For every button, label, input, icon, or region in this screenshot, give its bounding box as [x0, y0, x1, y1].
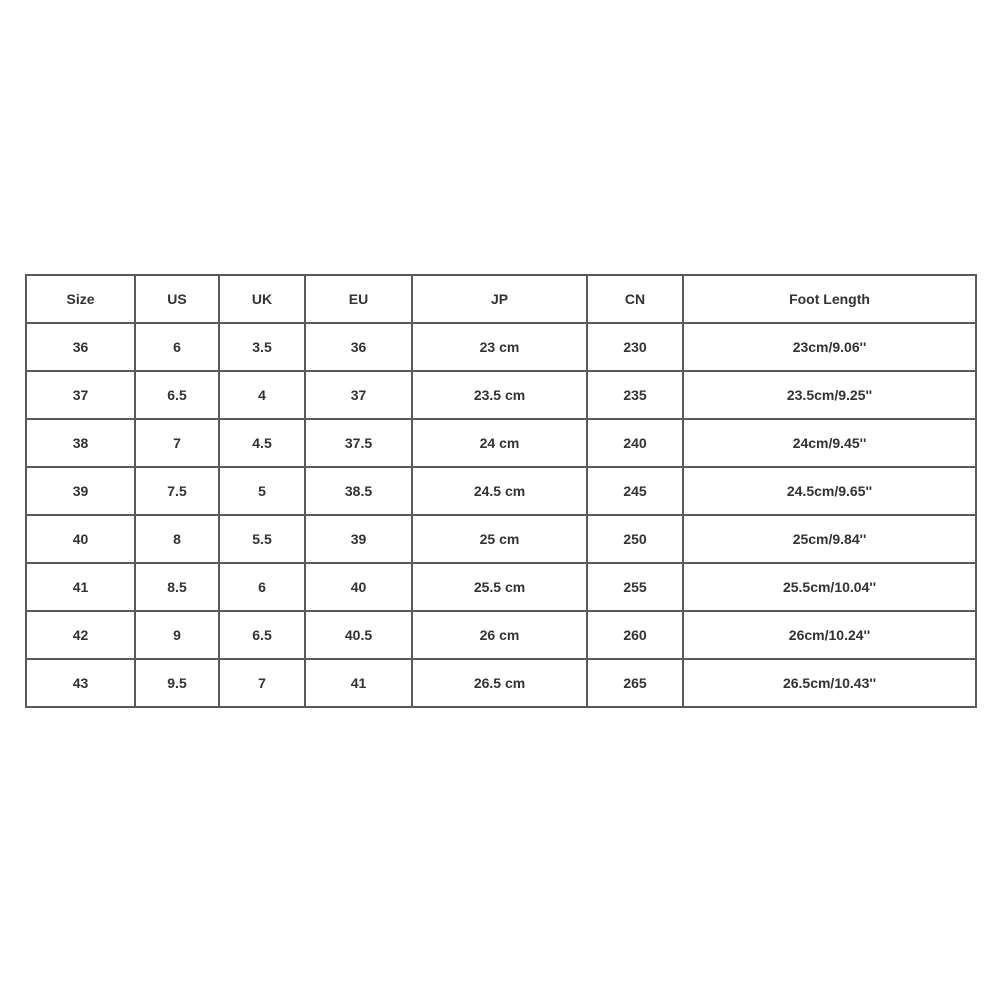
cell-uk: 5.5	[219, 515, 305, 563]
header-us: US	[135, 275, 219, 323]
cell-size: 42	[26, 611, 135, 659]
cell-jp: 24.5 cm	[412, 467, 587, 515]
cell-cn: 265	[587, 659, 683, 707]
cell-foot-length: 23.5cm/9.25''	[683, 371, 976, 419]
cell-size: 36	[26, 323, 135, 371]
cell-eu: 37	[305, 371, 412, 419]
cell-us: 8.5	[135, 563, 219, 611]
table-row	[26, 659, 976, 707]
table-row	[26, 515, 976, 563]
cell-jp: 24 cm	[412, 419, 587, 467]
cell-eu: 40.5	[305, 611, 412, 659]
cell-foot-length: 26cm/10.24''	[683, 611, 976, 659]
cell-jp: 23.5 cm	[412, 371, 587, 419]
cell-size: 40	[26, 515, 135, 563]
cell-cn: 260	[587, 611, 683, 659]
table-row	[26, 371, 976, 419]
cell-uk: 4	[219, 371, 305, 419]
cell-size: 37	[26, 371, 135, 419]
cell-cn: 250	[587, 515, 683, 563]
header-uk: UK	[219, 275, 305, 323]
header-jp: JP	[412, 275, 587, 323]
cell-eu: 37.5	[305, 419, 412, 467]
cell-us: 6	[135, 323, 219, 371]
cell-cn: 255	[587, 563, 683, 611]
cell-us: 7	[135, 419, 219, 467]
cell-jp: 23 cm	[412, 323, 587, 371]
header-eu: EU	[305, 275, 412, 323]
cell-size: 43	[26, 659, 135, 707]
cell-size: 41	[26, 563, 135, 611]
table-row	[26, 467, 976, 515]
cell-eu: 38.5	[305, 467, 412, 515]
cell-us: 9.5	[135, 659, 219, 707]
cell-uk: 4.5	[219, 419, 305, 467]
cell-jp: 25 cm	[412, 515, 587, 563]
cell-jp: 25.5 cm	[412, 563, 587, 611]
cell-foot-length: 25cm/9.84''	[683, 515, 976, 563]
cell-size: 38	[26, 419, 135, 467]
cell-foot-length: 25.5cm/10.04''	[683, 563, 976, 611]
header-row	[26, 275, 976, 323]
cell-us: 9	[135, 611, 219, 659]
header-size: Size	[26, 275, 135, 323]
cell-cn: 230	[587, 323, 683, 371]
table-row	[26, 419, 976, 467]
cell-uk: 6	[219, 563, 305, 611]
cell-uk: 7	[219, 659, 305, 707]
cell-us: 6.5	[135, 371, 219, 419]
cell-eu: 36	[305, 323, 412, 371]
cell-cn: 235	[587, 371, 683, 419]
size-chart-table	[25, 274, 977, 708]
cell-foot-length: 24cm/9.45''	[683, 419, 976, 467]
table-row	[26, 611, 976, 659]
table-row	[26, 323, 976, 371]
header-cn: CN	[587, 275, 683, 323]
header-foot-length: Foot Length	[683, 275, 976, 323]
cell-us: 8	[135, 515, 219, 563]
cell-eu: 40	[305, 563, 412, 611]
cell-size: 39	[26, 467, 135, 515]
cell-uk: 5	[219, 467, 305, 515]
cell-uk: 3.5	[219, 323, 305, 371]
cell-foot-length: 23cm/9.06''	[683, 323, 976, 371]
cell-foot-length: 24.5cm/9.65''	[683, 467, 976, 515]
table-row	[26, 563, 976, 611]
cell-jp: 26.5 cm	[412, 659, 587, 707]
cell-us: 7.5	[135, 467, 219, 515]
cell-jp: 26 cm	[412, 611, 587, 659]
cell-eu: 39	[305, 515, 412, 563]
cell-uk: 6.5	[219, 611, 305, 659]
cell-cn: 240	[587, 419, 683, 467]
cell-foot-length: 26.5cm/10.43''	[683, 659, 976, 707]
cell-cn: 245	[587, 467, 683, 515]
cell-eu: 41	[305, 659, 412, 707]
